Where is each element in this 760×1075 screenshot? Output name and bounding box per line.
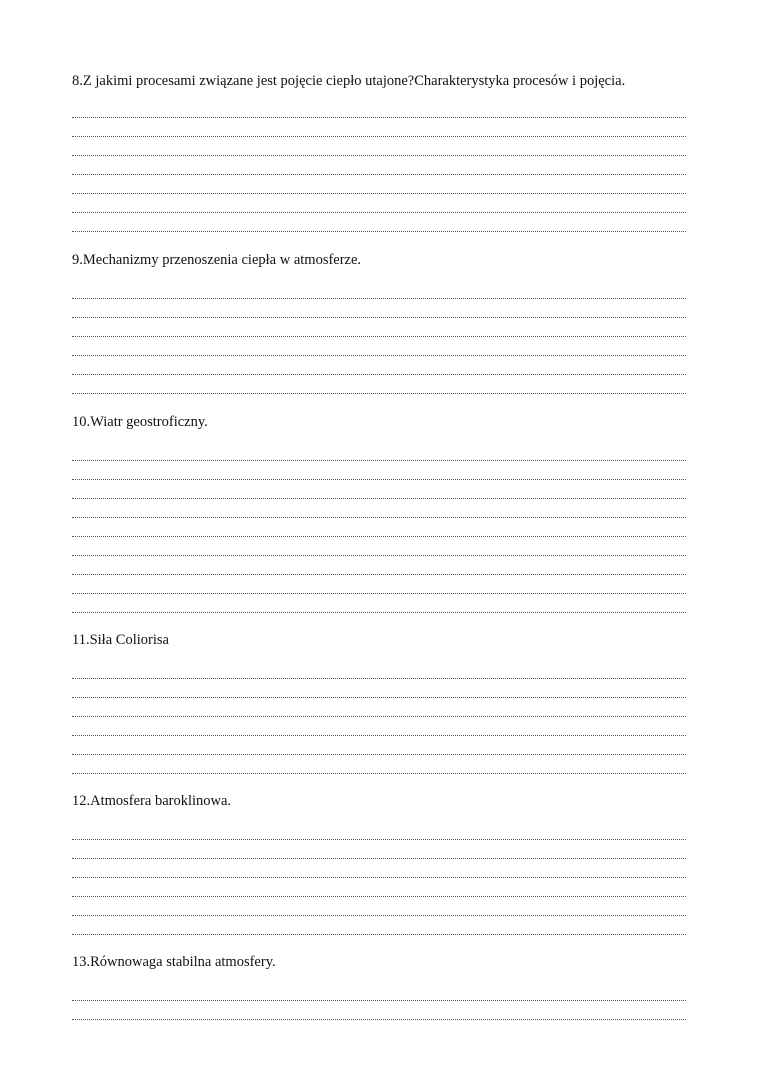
answer-line[interactable] (72, 213, 686, 232)
answer-line[interactable] (72, 821, 686, 840)
answer-line[interactable] (72, 518, 686, 537)
answer-line[interactable] (72, 594, 686, 613)
answer-line[interactable] (72, 118, 686, 137)
answer-line[interactable] (72, 755, 686, 774)
question-8: 8.Z jakimi procesami związane jest pojęcie ciepło utajone?Charakterystyka procesów i pojęcia. (72, 73, 626, 89)
answer-lines-10 (72, 442, 686, 613)
answer-line[interactable] (72, 99, 686, 118)
question-11: 11.Siła Coliorisa (72, 632, 169, 648)
answer-line[interactable] (72, 1001, 686, 1020)
answer-line[interactable] (72, 537, 686, 556)
answer-line[interactable] (72, 840, 686, 859)
answer-line[interactable] (72, 878, 686, 897)
answer-line[interactable] (72, 442, 686, 461)
answer-line[interactable] (72, 660, 686, 679)
answer-line[interactable] (72, 375, 686, 394)
answer-line[interactable] (72, 717, 686, 736)
answer-lines-9 (72, 280, 686, 394)
answer-line[interactable] (72, 194, 686, 213)
question-10: 10.Wiatr geostroficzny. (72, 414, 208, 430)
answer-line[interactable] (72, 299, 686, 318)
answer-line[interactable] (72, 137, 686, 156)
question-13: 13.Równowaga stabilna atmosfery. (72, 954, 276, 970)
answer-line[interactable] (72, 575, 686, 594)
answer-line[interactable] (72, 337, 686, 356)
answer-line[interactable] (72, 736, 686, 755)
answer-line[interactable] (72, 897, 686, 916)
answer-line[interactable] (72, 679, 686, 698)
answer-lines-12 (72, 821, 686, 935)
answer-line[interactable] (72, 556, 686, 575)
answer-line[interactable] (72, 356, 686, 375)
answer-line[interactable] (72, 318, 686, 337)
answer-line[interactable] (72, 982, 686, 1001)
question-12: 12.Atmosfera baroklinowa. (72, 793, 232, 809)
question-9: 9.Mechanizmy przenoszenia ciepła w atmosferze. (72, 252, 362, 268)
answer-line[interactable] (72, 175, 686, 194)
answer-line[interactable] (72, 698, 686, 717)
answer-line[interactable] (72, 499, 686, 518)
worksheet-page (72, 72, 686, 1020)
answer-line[interactable] (72, 156, 686, 175)
answer-lines-13 (72, 982, 686, 1020)
answer-line[interactable] (72, 280, 686, 299)
answer-lines-8 (72, 99, 686, 232)
answer-line[interactable] (72, 859, 686, 878)
answer-lines-11 (72, 660, 686, 774)
answer-line[interactable] (72, 461, 686, 480)
answer-line[interactable] (72, 916, 686, 935)
answer-line[interactable] (72, 480, 686, 499)
